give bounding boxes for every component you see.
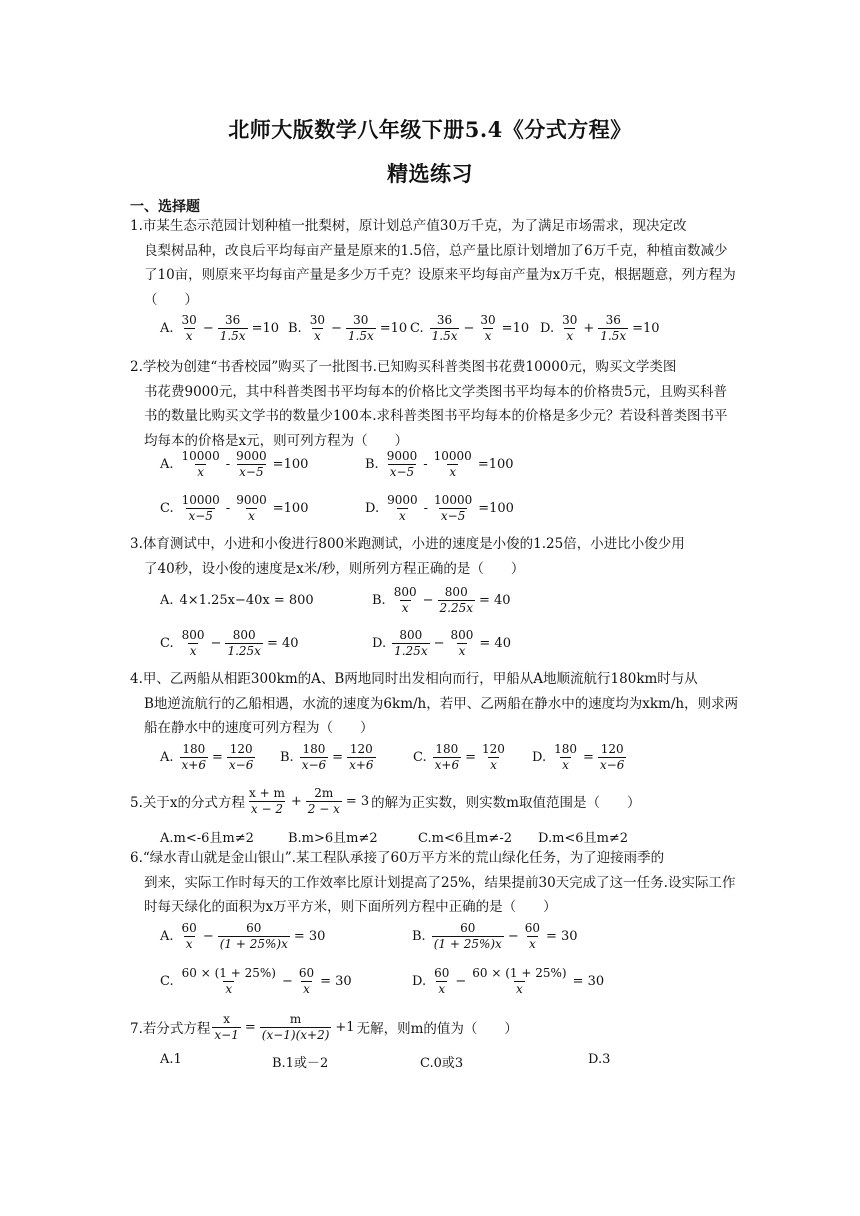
denominator: x − 2: [250, 801, 283, 816]
denominator: x: [490, 757, 497, 772]
math-operator: −: [281, 973, 293, 989]
math-operator: +: [583, 320, 595, 336]
numerator: 36: [436, 312, 453, 327]
question-4-text: B地逆流航行的乙船相遇，水流的速度为6km/h，若甲、乙两船在静水中的速度均为xkm/h，则求两船在静水中的速度可列方程为（ ）: [144, 695, 739, 736]
math-operator: -: [423, 500, 429, 516]
numerator: 9000: [236, 448, 267, 463]
denominator: x: [313, 328, 321, 343]
option-a[interactable]: [160, 580, 316, 620]
numerator: 120: [229, 741, 253, 756]
fraction: [598, 313, 628, 344]
question-6-text: 到来，实际工作时每天的工作效率比原计划提高了25%，结果提前30天完成了这一任务.设实际工作时每天绿化的面积为x万平方米，则下面所列方程中正确的是（ ）: [144, 874, 736, 915]
option-b[interactable]: [365, 444, 516, 484]
option-a[interactable]: A.m<-6且m≠2: [160, 831, 254, 846]
numerator: 30: [480, 312, 496, 327]
option-label: A.: [160, 749, 174, 765]
denominator: 1.5x: [431, 328, 458, 343]
denominator: x: [197, 464, 205, 479]
numerator: 36: [225, 312, 241, 327]
numerator: 10000: [434, 492, 473, 507]
denominator: (x−1)(x+2): [261, 1027, 330, 1042]
fraction: [180, 493, 222, 524]
question-5: [130, 781, 640, 821]
fraction: [247, 786, 287, 817]
math-operator: =100: [272, 456, 309, 472]
question-3-text: 了40秒，设小俊的速度是x米/秒，则所列方程正确的是（ ）: [144, 560, 525, 577]
fraction: [598, 742, 626, 773]
fraction: [432, 966, 451, 997]
option-b[interactable]: [372, 580, 513, 620]
denominator: x+6: [181, 757, 206, 772]
option-label: D.: [532, 749, 547, 765]
numerator: 10000: [433, 448, 472, 463]
math-operator: =100: [477, 456, 514, 472]
fraction: [385, 493, 420, 524]
question-3: [130, 532, 740, 581]
fraction: [478, 313, 497, 344]
option-b[interactable]: [412, 916, 580, 956]
option-c[interactable]: [410, 308, 531, 348]
denominator: x: [303, 981, 310, 996]
numerator: 36: [605, 312, 621, 327]
math-operator: = 30: [320, 973, 352, 989]
option-c[interactable]: C.0或3: [420, 1056, 464, 1071]
numerator: 30: [353, 312, 369, 327]
fraction: [346, 313, 376, 344]
numerator: 60: [460, 920, 476, 935]
math-operator: = 40: [479, 635, 511, 651]
denominator: 1.5x: [219, 328, 246, 343]
option-c[interactable]: C.m<6且m≠-2: [418, 831, 512, 846]
math-operator: =100: [272, 500, 309, 516]
numerator: 180: [435, 741, 459, 756]
option-label: A.: [160, 456, 174, 472]
option-d[interactable]: D.m<6且m≠2: [538, 831, 629, 846]
option-label: C.: [160, 500, 174, 516]
fraction: [432, 449, 474, 480]
numerator: 800: [181, 627, 205, 642]
question-7: [130, 1007, 518, 1047]
denominator: x−6: [228, 757, 254, 772]
option-d[interactable]: [412, 961, 606, 1001]
fraction: [430, 313, 460, 344]
option-d[interactable]: [532, 737, 628, 777]
section-heading: 一、选择题: [130, 199, 200, 215]
fraction: [234, 493, 269, 524]
math-operator: =10: [379, 320, 408, 336]
denominator: x−5: [389, 464, 415, 479]
fraction: [432, 493, 474, 524]
option-label: C.: [413, 749, 427, 765]
denominator: x−6: [599, 757, 625, 772]
question-1-line1: 1.市某生态示范园计划种植一批梨树，原计划总产值30万千克，为了满足市场需求，现决定改: [130, 218, 687, 234]
numerator: 60 × (1 + 25%): [472, 965, 567, 980]
question-6: [130, 846, 740, 920]
numerator: 180: [302, 741, 326, 756]
denominator: x: [528, 936, 536, 951]
math-operator: −: [455, 973, 467, 989]
question-2: [130, 355, 740, 453]
question-1-text: 良梨树品种，改良后平均每亩产量是原来的1.5倍，总产量比原计划增加了6万千克，种植亩数减少了10亩，则原来平均每亩产量是多少万千克？设原来平均每亩产量为x万千克，根据题意，列方程为（ ）: [144, 242, 736, 308]
numerator: m: [289, 1011, 302, 1026]
option-b[interactable]: [280, 737, 378, 777]
denominator: x−5: [239, 464, 264, 479]
denominator: x: [449, 464, 457, 479]
math-operator: = 3: [345, 793, 370, 809]
fraction: [392, 585, 419, 616]
math-operator: +1: [335, 1019, 355, 1035]
denominator: x: [398, 508, 406, 523]
denominator: x−1: [214, 1027, 239, 1042]
question-6-line1: 6.“绿水青山就是金山银山”.某工程队承接了60万平方米的荒山绿化任务，为了迎接雨季的: [130, 850, 665, 866]
math-operator: -: [225, 500, 231, 516]
math-operator: = 40: [479, 592, 511, 608]
math-operator: -: [423, 456, 428, 472]
option-c[interactable]: [160, 488, 310, 528]
numerator: 180: [182, 741, 206, 756]
option-a[interactable]: [160, 916, 327, 956]
math-operator: =10: [632, 320, 660, 336]
math-operator: −: [202, 928, 214, 944]
math-operator: −: [422, 592, 434, 608]
page-title: 北师大版数学八年级下册5.4《分式方程》: [228, 117, 632, 142]
option-a[interactable]: A.1: [160, 1052, 182, 1067]
fraction: [180, 628, 207, 659]
denominator: 1.25x: [394, 643, 428, 658]
numerator: 800: [393, 584, 417, 599]
fraction: [180, 449, 222, 480]
denominator: x: [458, 643, 466, 658]
option-d[interactable]: D.3: [588, 1052, 611, 1067]
question-7-suffix: 无解，则m的值为（ ）: [356, 1021, 518, 1037]
fraction: [438, 585, 476, 616]
option-b[interactable]: B.1或－2: [272, 1056, 329, 1071]
denominator: x+6: [434, 757, 460, 772]
question-4: [130, 667, 740, 741]
question-4-line1: 4.甲、乙两船从相距300km的A、B两地同时出发相向而行，甲船从A地顺流航行180km时与从: [130, 671, 698, 687]
option-b[interactable]: [288, 308, 409, 348]
option-label: D.: [540, 320, 555, 336]
fraction: [234, 449, 269, 480]
denominator: 2 − x: [307, 801, 340, 816]
fraction: [306, 786, 342, 817]
fraction: [480, 742, 507, 773]
numerator: 120: [349, 741, 373, 756]
fraction: [218, 921, 290, 952]
math-operator: =: [244, 1019, 256, 1035]
numerator: 9000: [386, 448, 418, 463]
option-a[interactable]: [160, 444, 310, 484]
option-label: C.: [410, 320, 424, 336]
option-d[interactable]: [365, 488, 516, 528]
question-3-line1: 3.体育测试中，小进和小俊进行800米跑测试，小进的速度是小俊的1.25倍，小进比小俊少用: [130, 536, 685, 552]
numerator: 800: [450, 627, 474, 642]
fraction: [449, 628, 476, 659]
numerator: 180: [554, 741, 577, 756]
option-b[interactable]: B.m>6且m≠2: [288, 831, 378, 846]
math-operator: −: [463, 320, 475, 336]
fraction: [180, 966, 278, 997]
math-operator: −: [210, 635, 222, 651]
question-7-prefix: 7.若分式方程: [130, 1021, 211, 1037]
fraction: [180, 921, 199, 952]
math-operator: =: [332, 749, 344, 765]
denominator: x: [484, 328, 492, 343]
math-operator: = 40: [266, 635, 299, 651]
numerator: 800: [232, 627, 256, 642]
denominator: x: [248, 508, 255, 523]
numerator: 30: [181, 312, 197, 327]
denominator: 1.25x: [227, 643, 261, 658]
fraction: [180, 313, 199, 344]
denominator: x: [401, 600, 409, 615]
math-operator: = 30: [572, 973, 605, 989]
option-label: A.: [160, 592, 174, 608]
option-label: D.: [372, 635, 387, 651]
page-subtitle: 精选练习: [387, 161, 473, 186]
fraction: [225, 628, 263, 659]
denominator: x: [562, 757, 569, 772]
option-label: B.: [365, 456, 379, 472]
numerator: 120: [600, 741, 624, 756]
math-operator: =10: [501, 320, 530, 336]
option-label: B.: [372, 592, 386, 608]
denominator: x: [185, 936, 193, 951]
fraction: [392, 628, 430, 659]
numerator: x: [223, 1011, 231, 1026]
numerator: 60: [181, 920, 197, 935]
denominator: 2.25x: [439, 600, 473, 615]
fraction: [347, 742, 375, 773]
denominator: (1 + 25%)x: [433, 936, 502, 951]
numerator: 60 × (1 + 25%): [181, 965, 276, 980]
denominator: 1.5x: [347, 328, 374, 343]
math-operator: -: [225, 456, 231, 472]
math-operator: =100: [478, 500, 514, 516]
denominator: x: [189, 643, 197, 658]
fraction: [470, 966, 568, 997]
math-operator: = 30: [293, 928, 326, 944]
fraction: [433, 742, 461, 773]
denominator: x: [438, 981, 446, 996]
numerator: 800: [399, 627, 423, 642]
question-2-line1: 2.学校为创建“书香校园”购买了一批图书.已知购买科普类图书花费10000元，购买文学类图: [130, 359, 677, 375]
fraction: [297, 966, 316, 997]
numerator: 120: [482, 741, 505, 756]
option-label: B.: [280, 749, 294, 765]
denominator: x: [566, 328, 574, 343]
fraction: [300, 742, 328, 773]
denominator: (1 + 25%)x: [219, 936, 288, 951]
numerator: 30: [562, 312, 578, 327]
option-c[interactable]: [160, 961, 354, 1001]
option-c[interactable]: [160, 623, 301, 663]
numerator: 60: [434, 965, 450, 980]
fraction: [552, 742, 579, 773]
question-5-suffix: 的解为正实数，则实数m取值范围是（ ）: [371, 795, 641, 811]
numerator: 800: [444, 584, 468, 599]
denominator: x: [516, 981, 523, 996]
fraction: [260, 1012, 332, 1043]
denominator: x+6: [349, 757, 374, 772]
math-operator: = 30: [546, 928, 578, 944]
math-operator: 4×1.25x−40x = 800: [179, 592, 314, 608]
numerator: 10000: [181, 448, 220, 463]
numerator: 9000: [236, 492, 267, 507]
option-c[interactable]: [413, 737, 509, 777]
option-label: B.: [288, 320, 302, 336]
option-label: C.: [160, 973, 174, 989]
denominator: x−5: [440, 508, 466, 523]
denominator: x−5: [188, 508, 213, 523]
question-2-text: 书花费9000元，其中科普类图书平均每本的价格比文学类图书平均每本的价格贵5元，且购买科普书的数量比购买文学书的数量少100本.求科普类图书平均每本的价格是多少元？若设科普类图书平均每本的价格是x元，则可列方程为（ ）: [144, 383, 728, 449]
numerator: x + m: [249, 785, 285, 800]
math-operator: =10: [251, 320, 280, 336]
math-operator: =: [465, 749, 476, 765]
math-operator: −: [330, 320, 342, 336]
math-operator: −: [507, 928, 519, 944]
option-label: A.: [160, 320, 174, 336]
math-operator: =: [212, 749, 223, 765]
option-label: D.: [412, 973, 427, 989]
denominator: 1.5x: [600, 328, 627, 343]
option-d[interactable]: [372, 623, 513, 663]
option-label: C.: [160, 635, 174, 651]
math-operator: −: [433, 635, 445, 651]
option-a[interactable]: [160, 737, 257, 777]
option-label: B.: [412, 928, 426, 944]
fraction: [212, 1012, 240, 1043]
numerator: 60: [298, 965, 315, 980]
question-5-prefix: 5.关于x的分式方程: [130, 795, 245, 811]
math-operator: +: [290, 793, 302, 809]
fraction: [218, 313, 248, 344]
question-1: [130, 214, 740, 312]
denominator: x: [185, 328, 193, 343]
fraction: [523, 921, 542, 952]
math-operator: =: [583, 749, 594, 765]
numerator: 60: [246, 920, 262, 935]
denominator: x−6: [301, 757, 327, 772]
fraction: [180, 742, 208, 773]
fraction: [560, 313, 579, 344]
numerator: 60: [524, 920, 540, 935]
option-label: D.: [365, 500, 380, 516]
numerator: 30: [309, 312, 325, 327]
math-operator: −: [202, 320, 214, 336]
denominator: x: [225, 981, 233, 996]
option-a[interactable]: [160, 308, 281, 348]
fraction: [385, 449, 420, 480]
option-label: A.: [160, 928, 174, 944]
fraction: [432, 921, 504, 952]
fraction: [308, 313, 327, 344]
numerator: 10000: [181, 492, 220, 507]
fraction: [227, 742, 255, 773]
numerator: 9000: [387, 492, 418, 507]
numerator: 2m: [314, 785, 334, 800]
option-d[interactable]: [540, 308, 662, 348]
